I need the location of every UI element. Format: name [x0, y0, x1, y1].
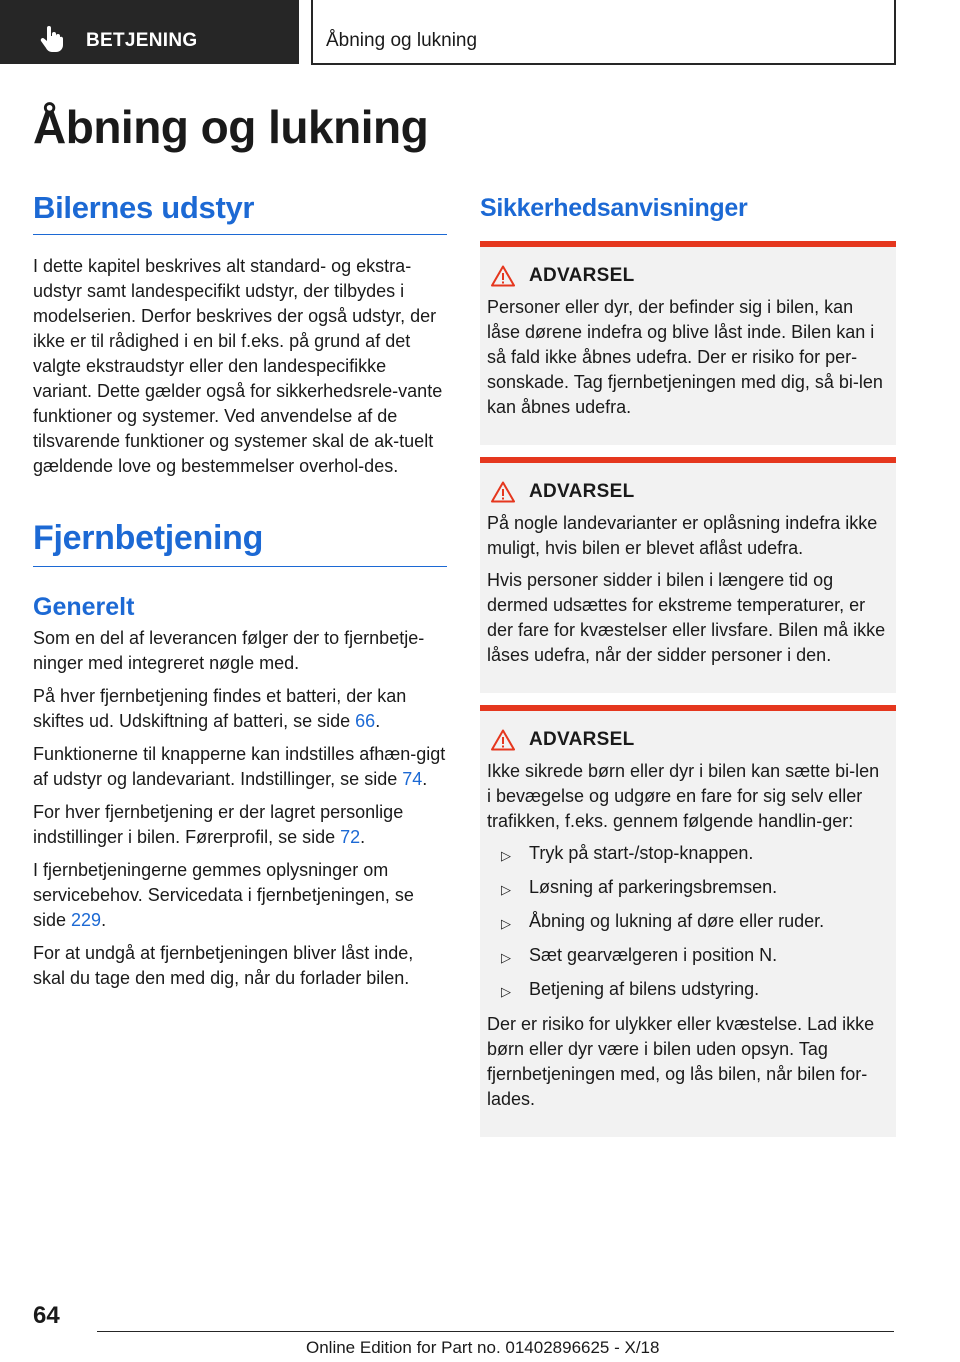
warning-text: Der er risiko for ulykker eller kvæstelse. Lad ikke børn eller dyr være i bilen uden opsyn. Tag fjernbetjeningen med, og lås bilen, når bilen for-lades. [487, 1014, 875, 1109]
list-item: ▷ Tryk på start-/stop-knappen. [501, 841, 888, 868]
page-title: Åbning og lukning [33, 101, 429, 153]
page-link-72[interactable]: 72 [340, 827, 361, 847]
triangle-bullet-icon: ▷ [501, 882, 511, 897]
paragraph-battery: På hver fjernbetjening findes et batteri, der kan skiftes ud. Udskiftning af batteri, se side 66. [33, 686, 407, 731]
equipment-text: I dette kapitel beskrives alt standard- og ekstra-udstyr samt landespecifikt udstyr, der tilbydes i modelserien. Derfor beskrives der også udstyr, der ikke er til rådighed i en bil f.eks. på grund af det valgte ekstraudstyr eller den landespecifikke variant. Dette gælder også for sikkerhedsrele-vante funktioner og systemer. Ved anvendelse af de tilsvarende funktioner og systemer skal de ak-tuelt gældende love og bestemmelser overhol-des. [33, 256, 443, 476]
page-number: 64 [33, 1302, 60, 1329]
warning-triangle-icon [491, 481, 515, 503]
warning-triangle-icon [491, 265, 515, 287]
warning-text: Hvis personer sidder i bilen i længere tid og dermed udsættes for ekstreme temperaturer, er der fare for kvæstelser eller livsfare. Bilen må ikke låses udefra, når der sidder personer i den. [487, 570, 886, 665]
triangle-bullet-icon: ▷ [501, 950, 511, 965]
warning-box-1 [480, 241, 896, 445]
right-column [480, 190, 896, 1137]
paragraph-delivery: Som en del af leverancen følger der to fjernbetje-ninger med integreret nøgle med. [33, 628, 425, 673]
paragraph-profile: For hver fjernbetjening er der lagret personlige indstillinger i bilen. Førerprofil, se side 72. [33, 802, 404, 847]
edition-text: Online Edition for Part no. 01402896625 - X/18 [306, 1338, 660, 1357]
chapter-tab [0, 0, 299, 64]
page-link-229[interactable]: 229 [71, 910, 102, 930]
warning-label: ADVARSEL [529, 265, 635, 286]
page-link-66[interactable]: 66 [355, 711, 376, 731]
left-column [33, 190, 447, 991]
list-item: ▷ Løsning af parkeringsbremsen. [501, 875, 888, 902]
remote-heading: Fjernbetjening [33, 519, 447, 567]
warning-text: Personer eller dyr, der befinder sig i bilen, kan låse dørene indefra og blive låst inde. Bilen kan i så fald ikke åbnes udefra. Der er risiko for per-sonskade. Tag fjernbetjeningen med dig, så bi-len kan åbnes udefra. [487, 297, 883, 417]
action-list [501, 841, 888, 1004]
triangle-bullet-icon: ▷ [501, 984, 511, 999]
triangle-bullet-icon: ▷ [501, 848, 511, 863]
list-item: ▷ Sæt gearvælgeren i position N. [501, 943, 888, 970]
paragraph-service: I fjernbetjeningerne gemmes oplysninger om servicebehov. Servicedata i fjernbetjeningen, se side 229. [33, 860, 414, 930]
safety-heading: Sikkerhedsanvisninger [480, 194, 748, 222]
general-heading: Generelt [33, 593, 135, 621]
warning-label: ADVARSEL [529, 481, 635, 502]
paragraph-functions: Funktionerne til knapperne kan indstilles afhæn-gigt af udstyr og landevariant. Indstillinger, se side 74. [33, 744, 446, 789]
warning-box-3 [480, 705, 896, 1137]
triangle-bullet-icon: ▷ [501, 916, 511, 931]
section-header [311, 0, 896, 65]
warning-label: ADVARSEL [529, 729, 635, 750]
paragraph-lock-inside: For at undgå at fjernbetjeningen bliver låst inde, skal du tage den med dig, når du forlader bilen. [33, 943, 414, 988]
list-item: ▷ Åbning og lukning af døre eller ruder. [501, 909, 888, 936]
footer-divider [97, 1331, 894, 1332]
list-item: ▷ Betjening af bilens udstyring. [501, 977, 888, 1004]
page-link-74[interactable]: 74 [402, 769, 423, 789]
warning-text: Ikke sikrede børn eller dyr i bilen kan sætte bi-len i bevægelse og udgøre en fare for sig selv eller trafikken, f.eks. gennem følgende handlin-ger: [487, 761, 880, 831]
equipment-heading: Bilernes udstyr [33, 190, 447, 235]
chapter-label: BETJENING [86, 30, 198, 51]
warning-box-2 [480, 457, 896, 693]
section-title: Åbning og lukning [326, 30, 478, 51]
warning-triangle-icon [491, 729, 515, 751]
hand-pointer-icon [40, 26, 64, 52]
warning-text: På nogle landevarianter er oplåsning indefra ikke muligt, hvis bilen er blevet aflåst udefra. [487, 513, 878, 558]
